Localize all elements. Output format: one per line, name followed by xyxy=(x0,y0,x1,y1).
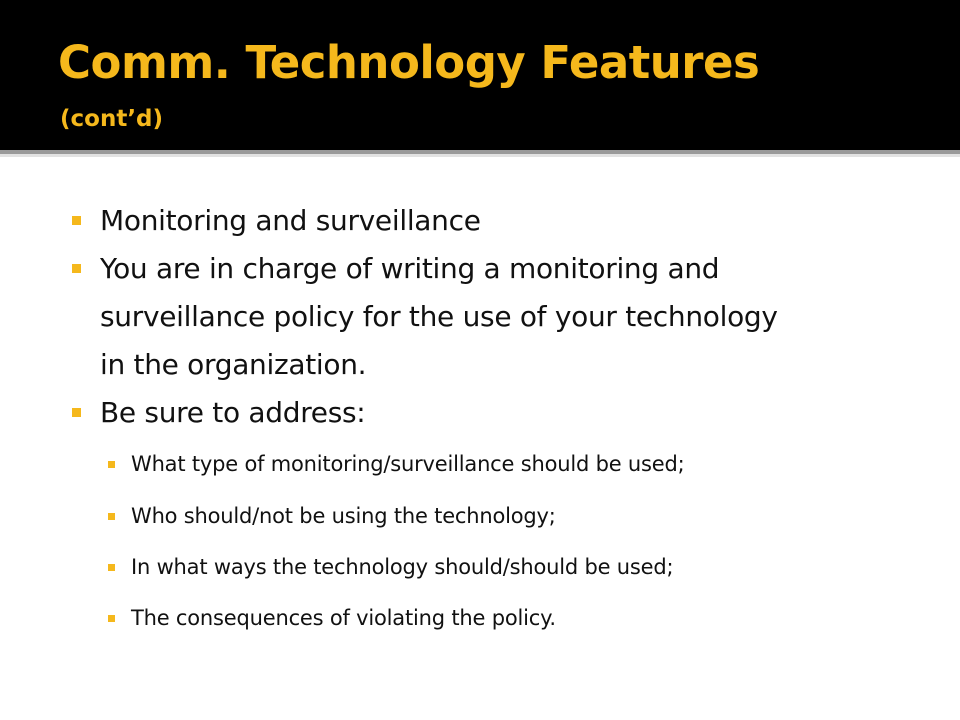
sub-bullet-item: What type of monitoring/surveillance should be used; xyxy=(131,452,685,476)
slide-title: Comm. Technology Features xyxy=(58,36,760,89)
bullet-item-line: surveillance policy for the use of your technology xyxy=(100,300,778,333)
sub-bullet-item: The consequences of violating the policy. xyxy=(131,606,556,630)
slide-subtitle: (cont’d) xyxy=(60,106,164,132)
square-sub-bullet-icon xyxy=(108,461,115,468)
bullet-item: Be sure to address: xyxy=(100,396,366,429)
square-bullet-icon xyxy=(72,408,81,417)
square-sub-bullet-icon xyxy=(108,615,115,622)
square-sub-bullet-icon xyxy=(108,564,115,571)
sub-bullet-item: In what ways the technology should/should be used; xyxy=(131,555,674,579)
bullet-item-line: in the organization. xyxy=(100,348,367,381)
square-bullet-icon xyxy=(72,216,81,225)
sub-bullet-item: Who should/not be using the technology; xyxy=(131,504,556,528)
bullet-item xyxy=(100,245,778,389)
square-bullet-icon xyxy=(72,264,81,273)
bullet-item-line: You are in charge of writing a monitoring and xyxy=(100,252,720,285)
bullet-item: Monitoring and surveillance xyxy=(100,204,481,237)
square-sub-bullet-icon xyxy=(108,513,115,520)
